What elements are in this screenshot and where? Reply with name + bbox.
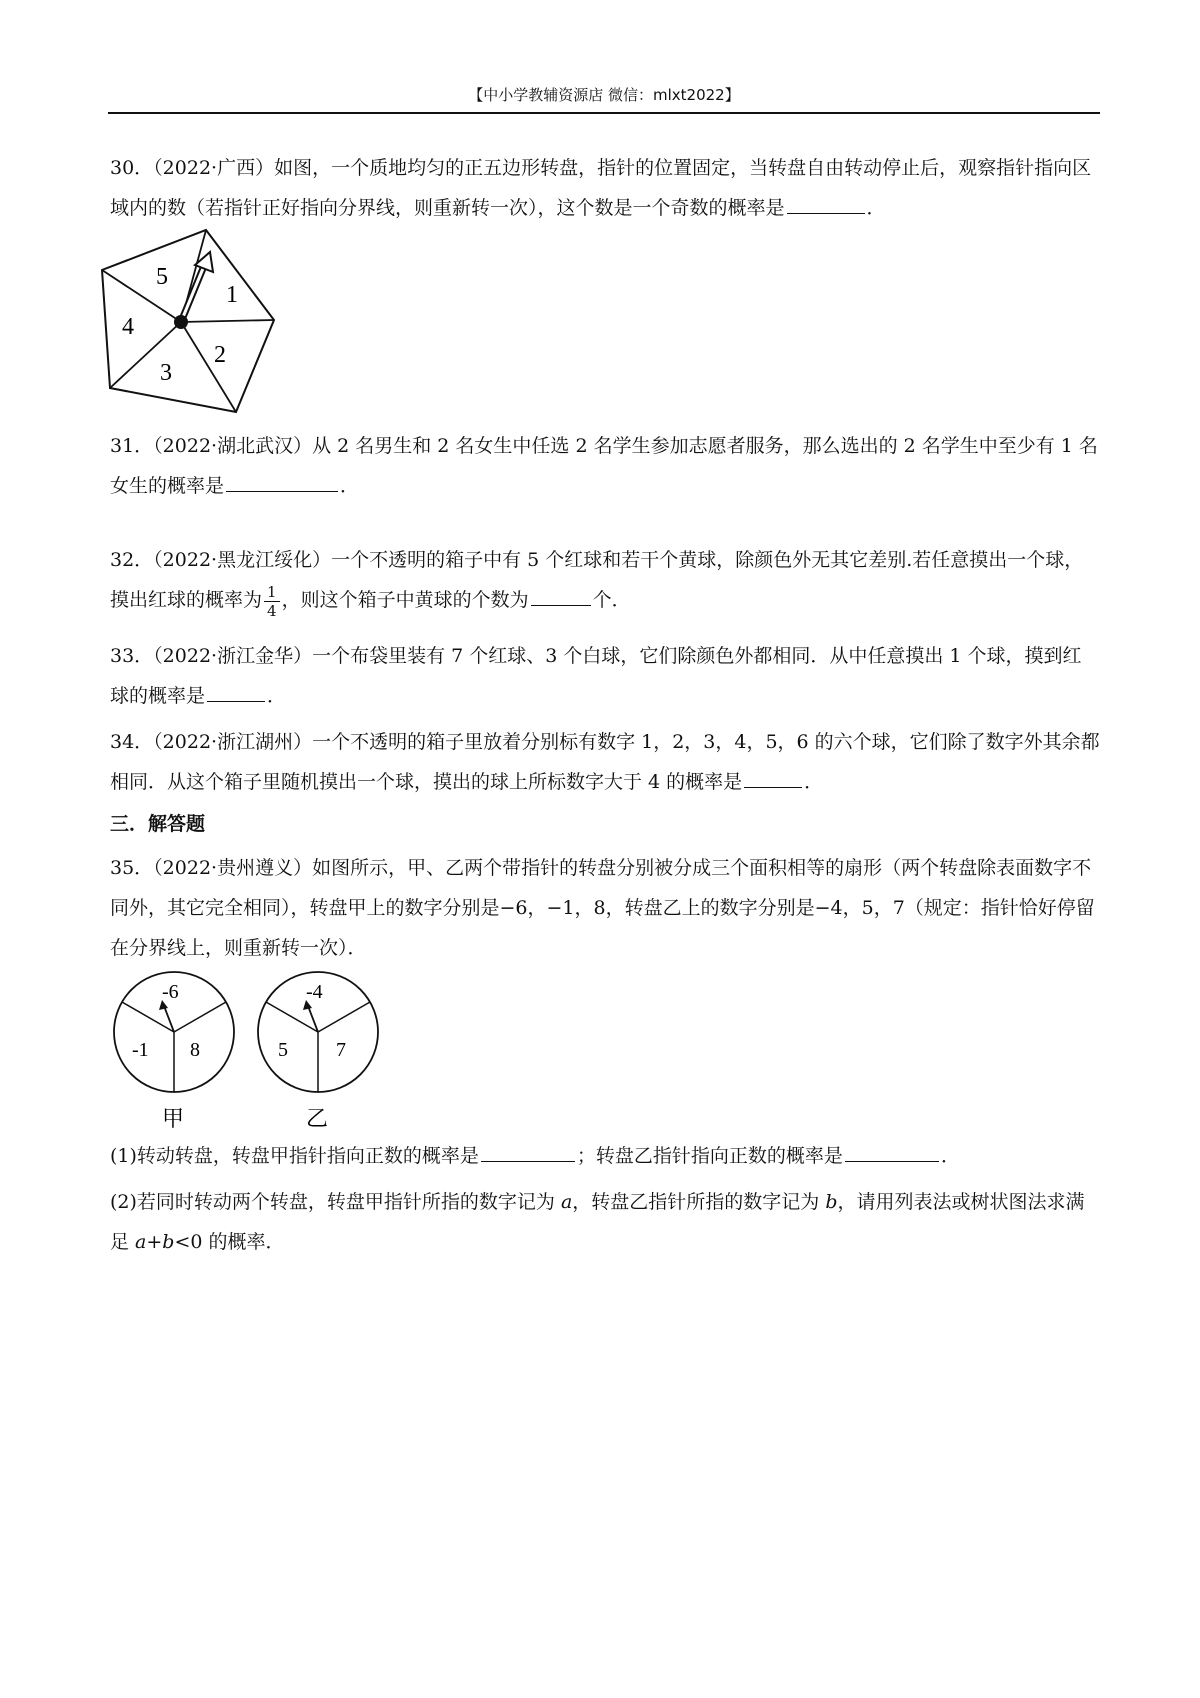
sector-label: 5 [156, 264, 168, 290]
plus-sign: + [146, 1231, 163, 1253]
spinner-pivot [174, 315, 188, 329]
divider-line [318, 1002, 370, 1032]
q31-answer-blank[interactable] [226, 469, 338, 492]
q30-text: 30．（2022·广西）如图，一个质地均匀的正五边形转盘，指针的位置固定，当转盘自由转动停止后，观察指针指向区域内的数（若指针正好指向分界线，则重新转一次），这个数是一个奇数的概率是 [110, 157, 1092, 219]
question-35-part-2 [110, 1182, 1100, 1262]
fraction-denominator: 4 [267, 601, 277, 620]
sector-label: 1 [226, 282, 238, 308]
variable-b: b [162, 1231, 175, 1253]
wheel-jia-top-number: -6 [162, 981, 179, 1003]
q34-period: ． [804, 771, 824, 793]
q35-text: 35．（2022·贵州遵义）如图所示，甲、乙两个带指针的转盘分别被分成三个面积相等的扇形（两个转盘除表面数字不同外，其它完全相同），转盘甲上的数字分别是−6，−1，8，转盘乙上的数字分别是−4，5，7（规定：指针恰好停留在分界线上，则重新转一次）． [110, 857, 1095, 959]
variable-a: a [135, 1231, 147, 1253]
q35-p1-text-c: ． [940, 1145, 960, 1167]
q33-text: 33．（2022·浙江金华）一个布袋里装有 7 个红球、3 个白球，它们除颜色外都相同．从中任意摸出 1 个球，摸到红球的概率是 [110, 645, 1082, 707]
q30-period: ． [866, 197, 886, 219]
q35-p2-text-c: ，请用列表法或树状图法求满足 [110, 1191, 1085, 1253]
question-35-part-1 [110, 1136, 1100, 1176]
divider-line [181, 322, 236, 412]
divider-line [181, 320, 274, 322]
q35-p1-blank-1[interactable] [481, 1139, 575, 1162]
q34-text: 34．（2022·浙江湖州）一个不透明的箱子里放着分别标有数字 1，2，3，4，5，6 的六个球，它们除了数字外其余都相同．从这个箱子里随机摸出一个球，摸出的球上所标数字大于 4 的概率是 [110, 731, 1100, 793]
two-wheel-spinners-figure [108, 968, 398, 1138]
q35-p1-blank-2[interactable] [845, 1139, 939, 1162]
wheel-yi [258, 972, 378, 1131]
sector-label: 2 [214, 342, 226, 368]
q35-p2-text-d: <0 的概率． [174, 1231, 285, 1253]
wheel-yi-right-number: 7 [336, 1039, 346, 1061]
question-31 [110, 426, 1100, 506]
fraction-one-quarter [264, 583, 280, 620]
q32-text-c: 个． [592, 589, 631, 611]
section-title: 三．解答题 [110, 813, 206, 835]
question-30 [110, 148, 1100, 228]
wheel-jia-right-number: 8 [190, 1039, 200, 1061]
spinner-arrow-icon [181, 252, 213, 322]
q31-period: ． [340, 475, 360, 497]
question-35 [110, 848, 1100, 968]
q32-text: 32．（2022·黑龙江绥化）一个不透明的箱子中有 5 个红球和若干个黄球，除颜色外无其它差别.若任意摸出一个球，摸出红球的概率为 [110, 549, 1084, 611]
wheel-yi-left-number: 5 [278, 1039, 288, 1061]
pentagon-spinner-figure [100, 228, 280, 418]
q31-text: 31．（2022·湖北武汉）从 2 名男生和 2 名女生中任选 2 名学生参加志愿者服务，那么选出的 2 名学生中至少有 1 名女生的概率是 [110, 435, 1098, 497]
q35-p1-text-a: (1)转动转盘，转盘甲指针指向正数的概率是 [110, 1145, 479, 1167]
q32-text-b: ，则这个箱子中黄球的个数为 [281, 589, 529, 611]
wheel-jia-left-number: -1 [132, 1039, 149, 1061]
fraction-numerator: 1 [264, 583, 280, 602]
q33-answer-blank[interactable] [207, 679, 265, 702]
sector-label: 4 [122, 314, 134, 340]
variable-b: b [825, 1191, 838, 1213]
q35-p2-text-b: ，转盘乙指针所指的数字记为 [572, 1191, 826, 1213]
question-34 [110, 722, 1100, 802]
page-header [108, 84, 1100, 114]
q33-period: ． [267, 685, 287, 707]
wheel-jia [114, 972, 234, 1131]
wheel-yi-caption: 乙 [306, 1106, 329, 1131]
sector-label: 3 [160, 360, 172, 386]
q30-answer-blank[interactable] [787, 191, 865, 214]
question-32 [110, 540, 1100, 620]
q35-p2-text-a: (2)若同时转动两个转盘，转盘甲指针所指的数字记为 [110, 1191, 561, 1213]
q35-p1-text-b: ；转盘乙指针指向正数的概率是 [576, 1145, 843, 1167]
variable-a: a [560, 1191, 573, 1213]
divider-line [102, 270, 181, 322]
q34-answer-blank[interactable] [744, 765, 802, 788]
wheel-jia-caption: 甲 [162, 1106, 185, 1131]
divider-line [174, 1002, 226, 1032]
q32-answer-blank[interactable] [531, 583, 591, 606]
wheel-yi-top-number: -4 [306, 981, 323, 1003]
question-33 [110, 636, 1100, 716]
header-text: 【中小学教辅资源店 微信：mlxt2022】 [468, 86, 740, 104]
